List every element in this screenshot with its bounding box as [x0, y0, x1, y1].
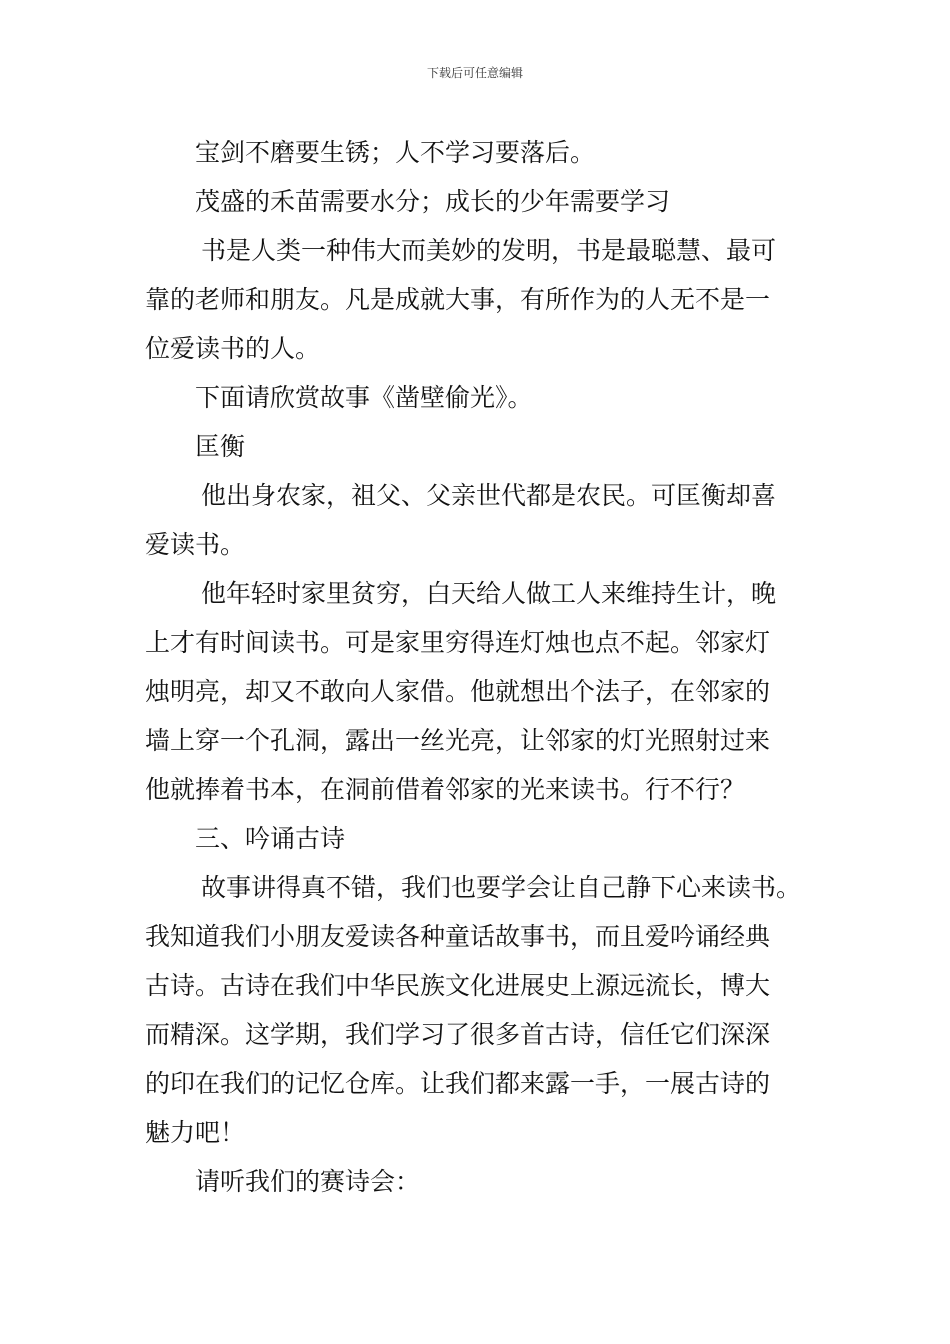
text-line: 茂盛的禾苗需要水分；成长的少年需要学习 [195, 187, 671, 216]
text-line: 书是人类一种伟大而美妙的发明，书是最聪慧、最可 [201, 236, 777, 265]
document-body [145, 128, 815, 1206]
text-line: 他年轻时家里贫穷，白天给人做工人来维持生计，晚 [201, 579, 777, 608]
text-line: 匡衡 [195, 432, 246, 461]
text-line: 宝剑不磨要生锈；人不学习要落后。 [195, 138, 596, 167]
text-line: 请听我们的赛诗会： [195, 1167, 421, 1196]
page-header: 下载后可任意编辑 [426, 66, 523, 80]
text-line: 魅力吧！ [145, 1118, 246, 1147]
text-line: 位爱读书的人。 [145, 334, 321, 363]
text-line: 故事讲得真不错，我们也要学会让自己静下心来读书。 [201, 873, 802, 902]
text-line: 而精深。这学期，我们学习了很多首古诗，信任它们深深 [145, 1020, 771, 1049]
text-line: 爱读书。 [145, 530, 246, 559]
text-line: 的印在我们的记忆仓库。让我们都来露一手，一展古诗的 [145, 1069, 771, 1098]
text-line: 他出身农家，祖父、父亲世代都是农民。可匡衡却喜 [201, 481, 777, 510]
text-line: 烛明亮，却又不敢向人家借。他就想出个法子，在邻家的 [145, 677, 771, 706]
section-heading: 三、吟诵古诗 [195, 824, 346, 853]
text-line: 墙上穿一个孔洞，露出一丝光亮，让邻家的灯光照射过来 [145, 726, 771, 755]
text-line: 古诗。古诗在我们中华民族文化进展史上源远流长，博大 [145, 971, 771, 1000]
text-line: 下面请欣赏故事《凿壁偷光》。 [195, 383, 533, 412]
text-line: 我知道我们小朋友爱读各种童话故事书，而且爱吟诵经典 [145, 922, 771, 951]
text-line: 上才有时间读书。可是家里穷得连灯烛也点不起。邻家灯 [145, 628, 771, 657]
text-line: 他就捧着书本，在洞前借着邻家的光来读书。行不行？ [145, 775, 746, 804]
text-line: 靠的老师和朋友。凡是成就大事，有所作为的人无不是一 [145, 285, 771, 314]
